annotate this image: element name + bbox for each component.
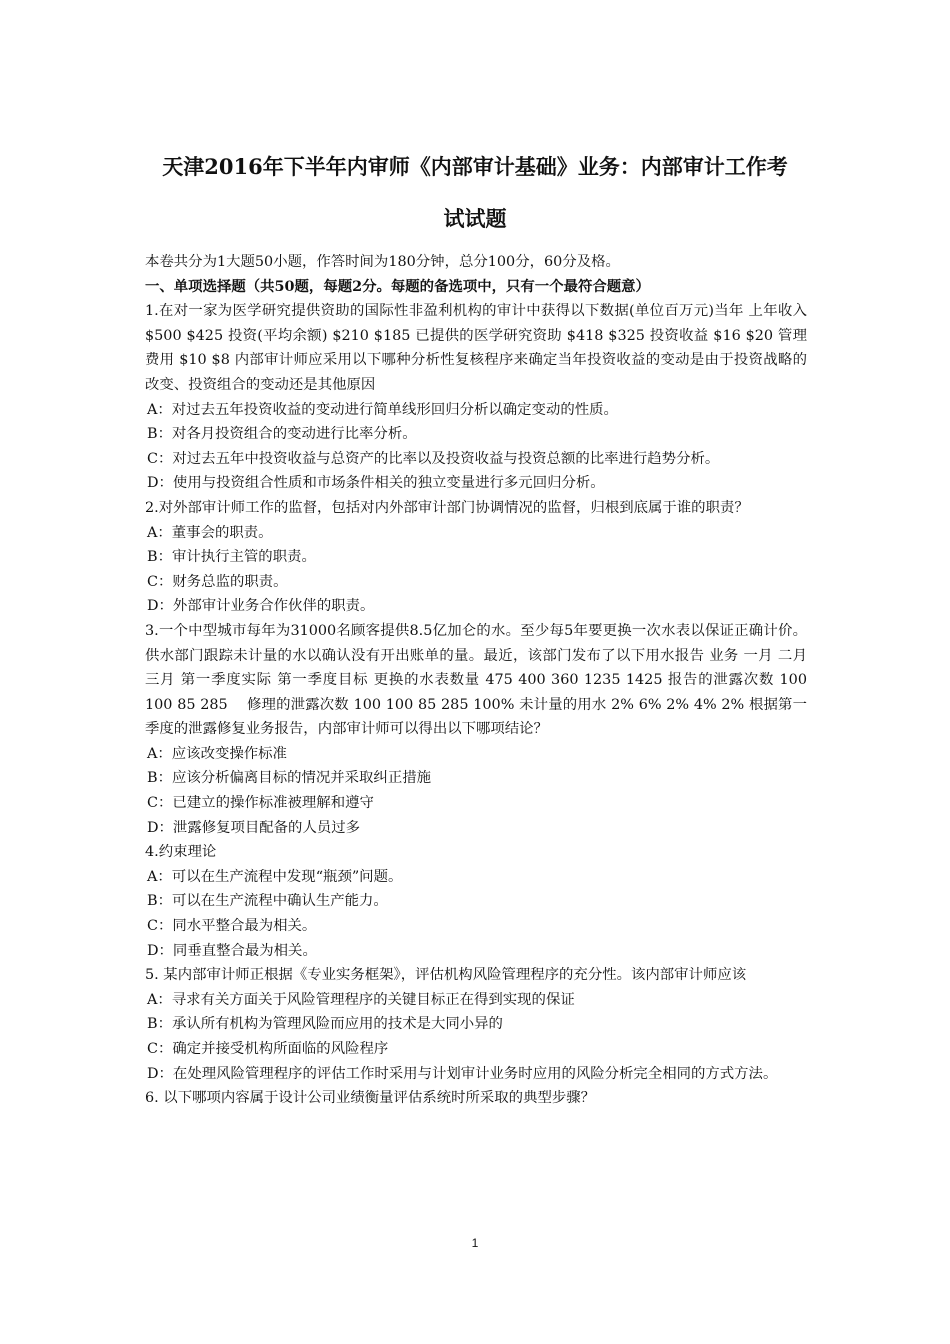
question-stem: 2.对外部审计师工作的监督，包括对内外部审计部门协调情况的监督，归根到底属于谁的职责？ [145,499,749,516]
document-title-line-1: 天津2016年下半年内审师《内部审计基础》业务：内部审计工作考 [162,154,788,179]
exam-intro: 本卷共分为1大题50小题，作答时间为180分钟，总分100分，60分及格。 [145,254,620,270]
answer-option: B：可以在生产流程中确认生产能力。 [147,893,388,910]
answer-option: B：承认所有机构为管理风险而应用的技术是大同小异的 [147,1016,503,1033]
answer-option: C：确定并接受机构所面临的风险程序 [147,1041,389,1057]
answer-option: D：外部审计业务合作伙伴的职责。 [147,598,375,615]
answer-option: B：应该分析偏离目标的情况并采取纠正措施 [147,770,431,787]
section-heading: 一、单项选择题（共50题，每题2分。每题的备选项中，只有一个最符合题意） [145,277,650,295]
question-stem: 4.约束理论 [145,844,217,861]
answer-option: D：泄露修复项目配备的人员过多 [147,819,361,836]
answer-option: A：董事会的职责。 [147,524,273,541]
answer-option: D：在处理风险管理程序的评估工作时采用与计划审计业务时应用的风险分析完全相同的方式方法。 [147,1065,778,1082]
answer-option: C：同水平整合最为相关。 [147,918,317,935]
answer-option: A：应该改变操作标准 [147,745,287,762]
answer-option: C：对过去五年中投资收益与总资产的比率以及投资收益与投资总额的比率进行趋势分析。 [147,450,720,467]
answer-option: D：同垂直整合最为相关。 [147,942,317,959]
answer-option: B：审计执行主管的职责。 [147,549,316,566]
answer-option: A：可以在生产流程中发现“瓶颈”问题。 [147,868,403,885]
answer-option: A：对过去五年投资收益的变动进行简单线形回归分析以确定变动的性质。 [147,401,618,418]
question-stem: 1.在对一家为医学研究提供资助的国际性非盈利机构的审计中获得以下数据(单位百万元)当年 上年收入 $500 $425 投资(平均余额) $210 $185 已提供的医学研究资助 $418 $325 投资收益 $16 $20 管理费用 $10 $8 内部审计师应采用以下哪种分析性复核程序来确定当年投资收益的变动是由于投资战略的改变、投资组合的变动还是其他原因 [145,303,807,393]
answer-option: B：对各月投资组合的变动进行比率分析。 [147,426,417,443]
question-stem: 6. 以下哪项内容属于设计公司业绩衡量评估系统时所采取的典型步骤？ [145,1090,596,1107]
question-stem: 3.一个中型城市每年为31000名顾客提供8.5亿加仑的水。至少每5年要更换一次水表以保证正确计价。供水部门跟踪未计量的水以确认没有开出账单的量。最近，该部门发布了以下用水报告 业务 一月 二月 三月 第一季度实际 第一季度目标 更换的水表数量 475 400 360 1235 1425 报告的泄露次数 100 100 85 285 修理的泄露次数 100 100 85 285 100% 未计量的用水 2% 6% 2% 4% 2% 根据第一季度的泄露修复业务报告，内部审计师可以得出以下哪项结论？ [145,622,807,738]
answer-option: C：已建立的操作标准被理解和遵守 [147,795,374,812]
document-title-line-2: 试试题 [443,206,507,231]
document-body [145,250,807,1111]
answer-option: D：使用与投资组合性质和市场条件相关的独立变量进行多元回归分析。 [147,475,605,492]
answer-option: C：财务总监的职责。 [147,573,288,590]
question-stem: 5. 某内部审计师正根据《专业实务框架》，评估机构风险管理程序的充分性。该内部审计师应该 [145,967,747,984]
page-number: 1 [471,1236,479,1250]
answer-option: A：寻求有关方面关于风险管理程序的关键目标正在得到实现的保证 [147,991,575,1008]
